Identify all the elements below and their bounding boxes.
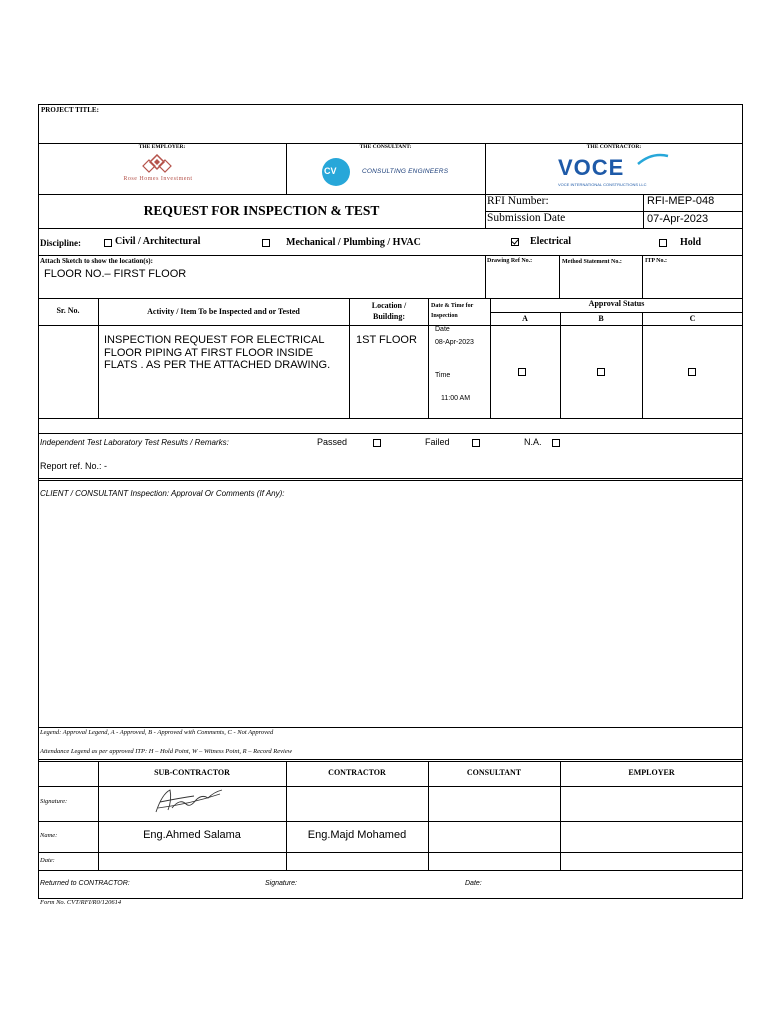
lab-failed-label: Failed (425, 437, 450, 447)
discipline-hold-label: Hold (680, 237, 702, 248)
discipline-mechanical-checkbox[interactable] (262, 239, 270, 247)
discipline-civil-label: Civil / Architectural (115, 236, 201, 247)
rose-homes-logo-icon (142, 154, 172, 176)
discipline-electrical-label: Electrical (530, 236, 572, 247)
lab-results-label: Independent Test Laboratory Test Results / Remarks: (40, 438, 229, 447)
name-label: Name: (40, 832, 58, 839)
client-comments-area[interactable] (40, 502, 740, 724)
table-row-time-label: Time (435, 372, 451, 379)
consultant-label: THE CONSULTANT: (359, 144, 412, 150)
submission-date-label: Submission Date (487, 212, 566, 224)
consultant-logo-mark: CV (324, 166, 337, 176)
lab-na-label: N.A. (524, 437, 542, 447)
form-number: Form No. CVT/RFI/R0/120614 (40, 899, 122, 906)
report-ref-label: Report ref. No.: - (40, 461, 108, 471)
header-c: C (689, 314, 696, 323)
discipline-hold-checkbox[interactable] (659, 239, 667, 247)
employer-logo-text: Rose Homes Investment (123, 176, 193, 182)
employer-label: THE EMPLOYER: (138, 144, 186, 150)
header-datetime: Date & Time for Inspection (431, 303, 474, 319)
discipline-electrical-checkbox[interactable] (511, 238, 519, 246)
form-title: REQUEST FOR INSPECTION & TEST (143, 203, 380, 218)
contractor-logo-sub: VOCE INTERNATIONAL CONSTRUCTIONS LLC (558, 182, 647, 187)
signature-label: Signature: (40, 798, 68, 805)
header-sr-no: Sr. No. (56, 306, 80, 315)
project-title-label: PROJECT TITLE: (41, 106, 99, 114)
rfi-number-value: RFI-MEP-048 (647, 195, 715, 207)
approval-c-checkbox[interactable] (688, 368, 696, 376)
attendance-legend: Attendance Legend as per approved ITP: H – Hold Point, W – Witness Point, R – Record Review (40, 748, 293, 755)
table-row-activity: INSPECTION REQUEST FOR ELECTRICAL FLOOR PIPING AT FIRST FLOOR INSIDE FLATS . AS PER THE ATTACHED DRAWING. (104, 334, 331, 371)
client-comments-label: CLIENT / CONSULTANT Inspection: Approval Or Comments (If Any): (40, 489, 285, 498)
contractor-swoosh-icon (636, 152, 670, 173)
discipline-label: Discipline: (40, 238, 82, 248)
table-row-time: 11:00 AM (441, 395, 471, 402)
sub-contractor-signature-icon (150, 786, 230, 821)
discipline-mechanical-label: Mechanical / Plumbing / HVAC (286, 237, 421, 248)
signoff-header-employer: EMPLOYER (628, 768, 675, 777)
contractor-logo-text: VOCE (558, 155, 625, 180)
approval-b-checkbox[interactable] (597, 368, 605, 376)
sub-contractor-name: Eng.Ahmed Salama (143, 829, 241, 841)
date-label: Date: (40, 857, 55, 864)
lab-passed-label: Passed (317, 437, 348, 447)
signoff-header-sub-contractor: SUB-CONTRACTOR (154, 768, 230, 777)
table-row-date: 08-Apr-2023 (435, 339, 474, 346)
approval-legend: Legend: Approval Legend, A - Approved, B - Approved with Comments, C - Not Approved (40, 729, 274, 736)
header-activity: Activity / Item To be Inspected and or Tested (147, 307, 300, 316)
header-a: A (522, 314, 528, 323)
returned-date-label: Date: (465, 880, 482, 887)
signoff-header-consultant: CONSULTANT (466, 768, 522, 777)
header-b: B (598, 314, 604, 323)
submission-date-value: 07-Apr-2023 (647, 213, 709, 225)
table-row-date-label: Date (435, 326, 450, 333)
contractor-name: Eng.Majd Mohamed (307, 829, 407, 841)
header-approval-status: Approval Status (588, 299, 645, 308)
rfi-number-label: RFI Number: (487, 195, 549, 207)
returned-signature-label: Signature: (265, 880, 297, 887)
header-location: Location / Building: (371, 301, 407, 321)
location-text: FLOOR NO.– FIRST FLOOR (44, 268, 187, 280)
method-statement-label: Method Statement No.: (562, 259, 622, 265)
drawing-ref-label: Drawing Ref No.: (487, 258, 533, 264)
attach-sketch-label: Attach Sketch to show the location(s): (40, 257, 153, 265)
lab-na-checkbox[interactable] (552, 439, 560, 447)
approval-a-checkbox[interactable] (518, 368, 526, 376)
table-row-location: 1ST FLOOR (356, 334, 417, 346)
contractor-label: THE CONTRACTOR: (586, 144, 642, 150)
lab-failed-checkbox[interactable] (472, 439, 480, 447)
discipline-civil-checkbox[interactable] (104, 239, 112, 247)
lab-passed-checkbox[interactable] (373, 439, 381, 447)
consultant-logo-text: CONSULTING ENGINEERS (362, 168, 449, 175)
returned-to-contractor-label: Returned to CONTRACTOR: (40, 880, 130, 887)
itp-label: ITP No.: (645, 258, 668, 264)
signoff-header-contractor: CONTRACTOR (328, 768, 386, 777)
